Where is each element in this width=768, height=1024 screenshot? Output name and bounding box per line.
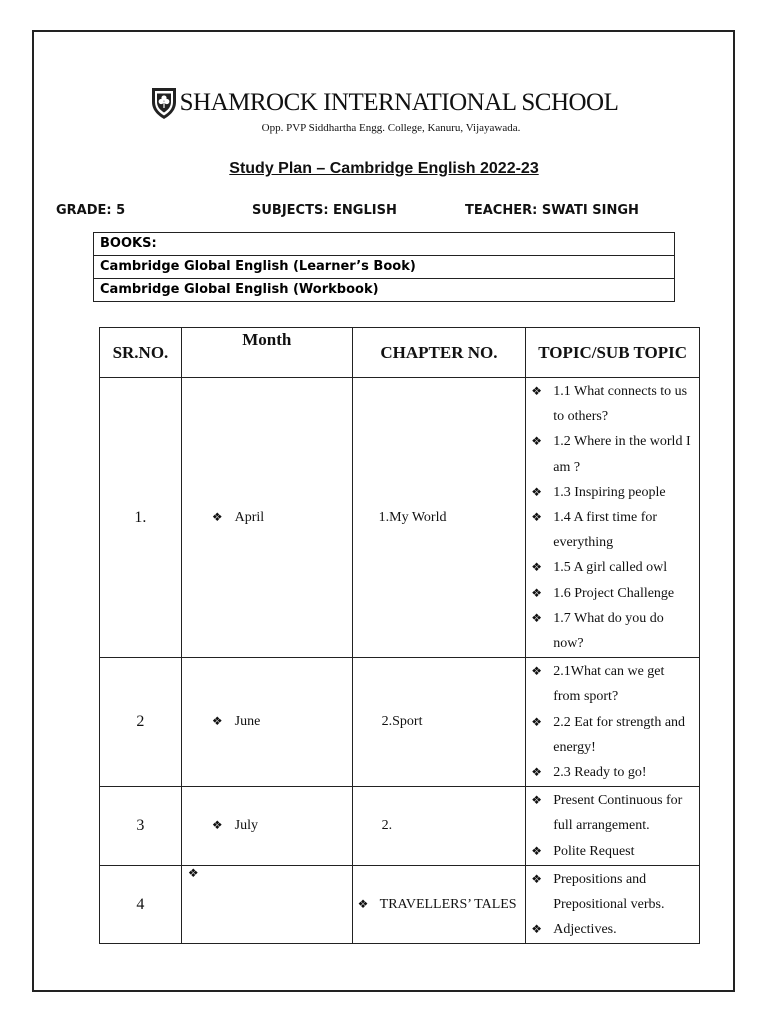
list-item xyxy=(527,379,694,429)
list-item xyxy=(527,480,694,505)
chapter-text: TRAVELLERS’ TALES xyxy=(379,897,517,913)
list-item xyxy=(527,760,694,785)
topic-list xyxy=(527,379,698,656)
book-row xyxy=(94,256,675,279)
book-row xyxy=(94,279,675,302)
topic-text: Polite Request xyxy=(553,843,635,859)
grade-label: GRADE: 5 xyxy=(56,203,126,218)
header-month: Month xyxy=(181,328,352,378)
chapter-cell xyxy=(352,865,526,944)
chapter-cell: 2.Sport xyxy=(352,658,526,787)
subjects-label: SUBJECTS: ENGLISH xyxy=(252,203,397,218)
sr-cell: 3 xyxy=(100,787,182,866)
diamond-bullet-icon: ❖ xyxy=(531,843,542,858)
list-item xyxy=(527,505,694,555)
table-header-row xyxy=(100,328,700,378)
topic-text: Prepositions and Prepositional verbs. xyxy=(553,871,665,913)
list-item xyxy=(354,892,521,917)
school-address: Opp. PVP Siddhartha Engg. College, Kanuru, Vijayawada. xyxy=(261,122,521,134)
diamond-bullet-icon: ❖ xyxy=(211,818,223,833)
chapter-cell: 2. xyxy=(352,787,526,866)
diamond-bullet-icon: ❖ xyxy=(531,484,542,499)
topic-list xyxy=(527,788,698,864)
diamond-bullet-icon: ❖ xyxy=(357,897,369,912)
chapter-cell: 1.My World xyxy=(352,378,526,658)
month-text: June xyxy=(234,714,261,730)
sr-cell: 1. xyxy=(100,378,182,658)
diamond-bullet-icon: ❖ xyxy=(531,434,542,449)
table-row xyxy=(100,787,700,866)
month-cell xyxy=(181,865,352,944)
list-item xyxy=(527,581,694,606)
topic-text: 1.3 Inspiring people xyxy=(553,484,666,500)
sr-cell: 4 xyxy=(100,865,182,944)
diamond-bullet-icon: ❖ xyxy=(531,664,542,679)
topic-text: 1.1 What connects to us to others? xyxy=(553,384,688,425)
table-row xyxy=(100,378,700,658)
diamond-bullet-icon: ❖ xyxy=(531,610,542,625)
topic-cell xyxy=(526,658,700,787)
diamond-bullet-icon: ❖ xyxy=(531,585,542,600)
topic-text: 1.4 A first time for everything xyxy=(553,510,658,551)
list-item xyxy=(527,788,694,838)
school-title-line xyxy=(150,86,619,120)
diamond-bullet-icon: ❖ xyxy=(531,510,542,525)
list-item xyxy=(527,429,694,479)
diamond-bullet-icon: ❖ xyxy=(531,384,542,398)
topic-text: 1.6 Project Challenge xyxy=(553,585,675,601)
topic-text: Adjectives. xyxy=(553,922,617,938)
topic-list xyxy=(527,867,698,943)
topic-text: 2.1What can we get from sport? xyxy=(553,664,665,705)
diamond-bullet-icon: ❖ xyxy=(531,765,542,780)
school-header xyxy=(0,86,768,134)
table-row xyxy=(100,658,700,787)
list-item xyxy=(527,710,694,760)
diamond-bullet-icon: ❖ xyxy=(187,865,199,880)
diamond-bullet-icon: ❖ xyxy=(211,509,223,524)
books-heading: BOOKS: xyxy=(94,233,675,256)
chapter-list xyxy=(354,892,525,917)
topic-text: 2.3 Ready to go! xyxy=(553,765,647,781)
diamond-bullet-icon: ❖ xyxy=(531,922,542,937)
diamond-bullet-icon: ❖ xyxy=(531,871,542,886)
topic-text: 1.2 Where in the world I am ? xyxy=(553,434,691,475)
study-plan-table xyxy=(99,327,700,944)
book-item: Cambridge Global English (Learner’s Book) xyxy=(94,256,675,279)
month-cell xyxy=(181,378,352,658)
list-item xyxy=(527,917,694,942)
list-item xyxy=(527,839,694,864)
topic-text: 1.5 A girl called owl xyxy=(553,560,668,576)
diamond-bullet-icon: ❖ xyxy=(211,714,223,729)
list-item xyxy=(527,867,694,917)
month-text: April xyxy=(234,509,265,525)
books-heading-row xyxy=(94,233,675,256)
topic-text: 2.2 Eat for strength and energy! xyxy=(553,714,686,755)
list-item xyxy=(527,606,694,656)
teacher-label: TEACHER: SWATI SINGH xyxy=(465,203,639,218)
topic-cell xyxy=(526,865,700,944)
header-topic: TOPIC/SUB TOPIC xyxy=(526,328,700,378)
month-cell xyxy=(181,658,352,787)
school-name: SHAMROCK INTERNATIONAL SCHOOL xyxy=(179,89,619,116)
topic-cell xyxy=(526,787,700,866)
page-title: Study Plan – Cambridge English 2022-23 xyxy=(229,160,539,177)
list-item xyxy=(527,555,694,580)
topic-list xyxy=(527,659,698,785)
topic-text: Present Continuous for full arrangement. xyxy=(553,793,683,834)
diamond-bullet-icon: ❖ xyxy=(531,793,542,808)
header-chapter: CHAPTER NO. xyxy=(352,328,526,378)
diamond-bullet-icon: ❖ xyxy=(531,714,542,729)
shamrock-crest-icon xyxy=(150,86,178,120)
month-text: July xyxy=(234,818,258,834)
topic-cell xyxy=(526,378,700,658)
month-cell xyxy=(181,787,352,866)
sr-cell: 2 xyxy=(100,658,182,787)
book-item: Cambridge Global English (Workbook) xyxy=(94,279,675,302)
topic-text: 1.7 What do you do now? xyxy=(553,610,664,652)
books-table xyxy=(93,232,675,302)
header-sr-no: SR.NO. xyxy=(100,328,182,378)
diamond-bullet-icon: ❖ xyxy=(531,560,542,575)
table-row xyxy=(100,865,700,944)
list-item xyxy=(527,659,694,709)
